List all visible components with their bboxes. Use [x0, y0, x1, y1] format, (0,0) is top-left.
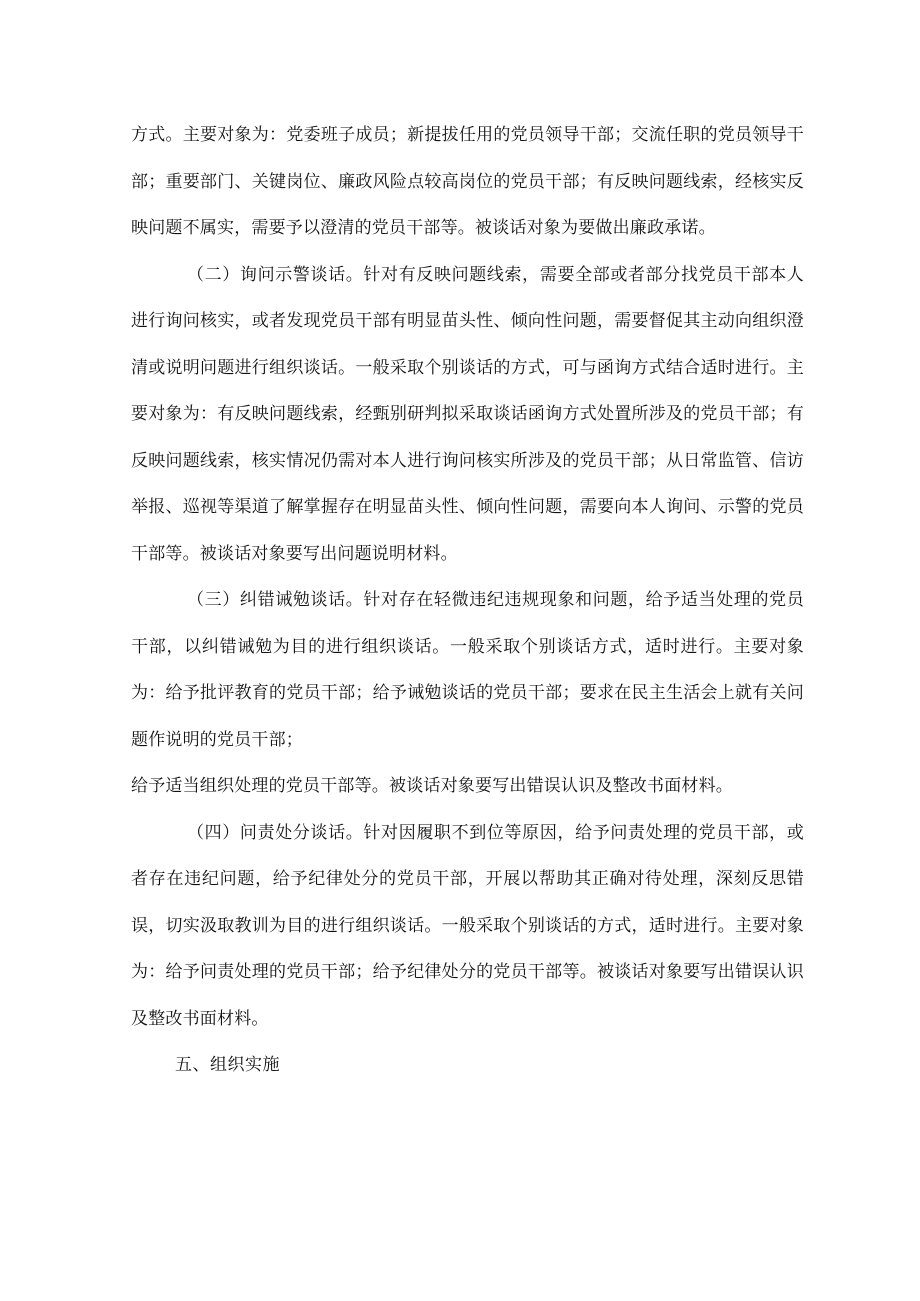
section-heading: 五、组织实施 [175, 1055, 280, 1075]
document-body [131, 112, 804, 1089]
paragraph-continuation: 方式。主要对象为：党委班子成员；新提拔任用的党员领导干部；交流任职的党员领导干部；重要部门、关键岗位、廉政风险点较高岗位的党员干部；有反映问题线索，经核实反映问题不属实，需要予以澄清的党员干部等。被谈话对象为要做出廉政承诺。 [131, 125, 804, 238]
paragraph-inquiry-warning-talk: （二）询问示警谈话。针对有反映问题线索，需要全部或者部分找党员干部本人进行询问核实，或者发现党员干部有明显苗头性、倾向性问题，需要督促其主动向组织澄清或说明问题进行组织谈话。一般采取个别谈话的方式，可与函询方式结合适时进行。主要对象为：有反映问题线索，经甄别研判拟采取谈话函询方式处置所涉及的党员干部；有反映问题线索，核实情况仍需对本人进行询问核实所涉及的党员干部；从日常监管、信访举报、巡视等渠道了解掌握存在明显苗头性、倾向性问题，需要向本人询问、示警的党员干部等。被谈话对象要写出问题说明材料。 [131, 264, 804, 564]
paragraph-correction-admonition-talk-cont: 给予适当组织处理的党员干部等。被谈话对象要写出错误认识及整改书面材料。 [131, 776, 733, 796]
paragraph-accountability-talk: （四）问责处分谈话。针对因履职不到位等原因，给予问责处理的党员干部，或者存在违纪问题，给予纪律处分的党员干部，开展以帮助其正确对待处理，深刻反思错误，切实汲取教训为目的进行组织谈话。一般采取个别谈话的方式，适时进行。主要对象为：给予问责处理的党员干部；给予纪律处分的党员干部等。被谈话对象要写出错误认识及整改书面材料。 [131, 822, 804, 1029]
paragraph-correction-admonition-talk: （三）纠错诫勉谈话。针对存在轻微违纪违规现象和问题，给予适当处理的党员干部，以纠错诫勉为目的进行组织谈话。一般采取个别谈话方式，适时进行。主要对象为：给予批评教育的党员干部；给予诫勉谈话的党员干部；要求在民主生活会上就有关问题作说明的党员干部； [131, 590, 804, 750]
